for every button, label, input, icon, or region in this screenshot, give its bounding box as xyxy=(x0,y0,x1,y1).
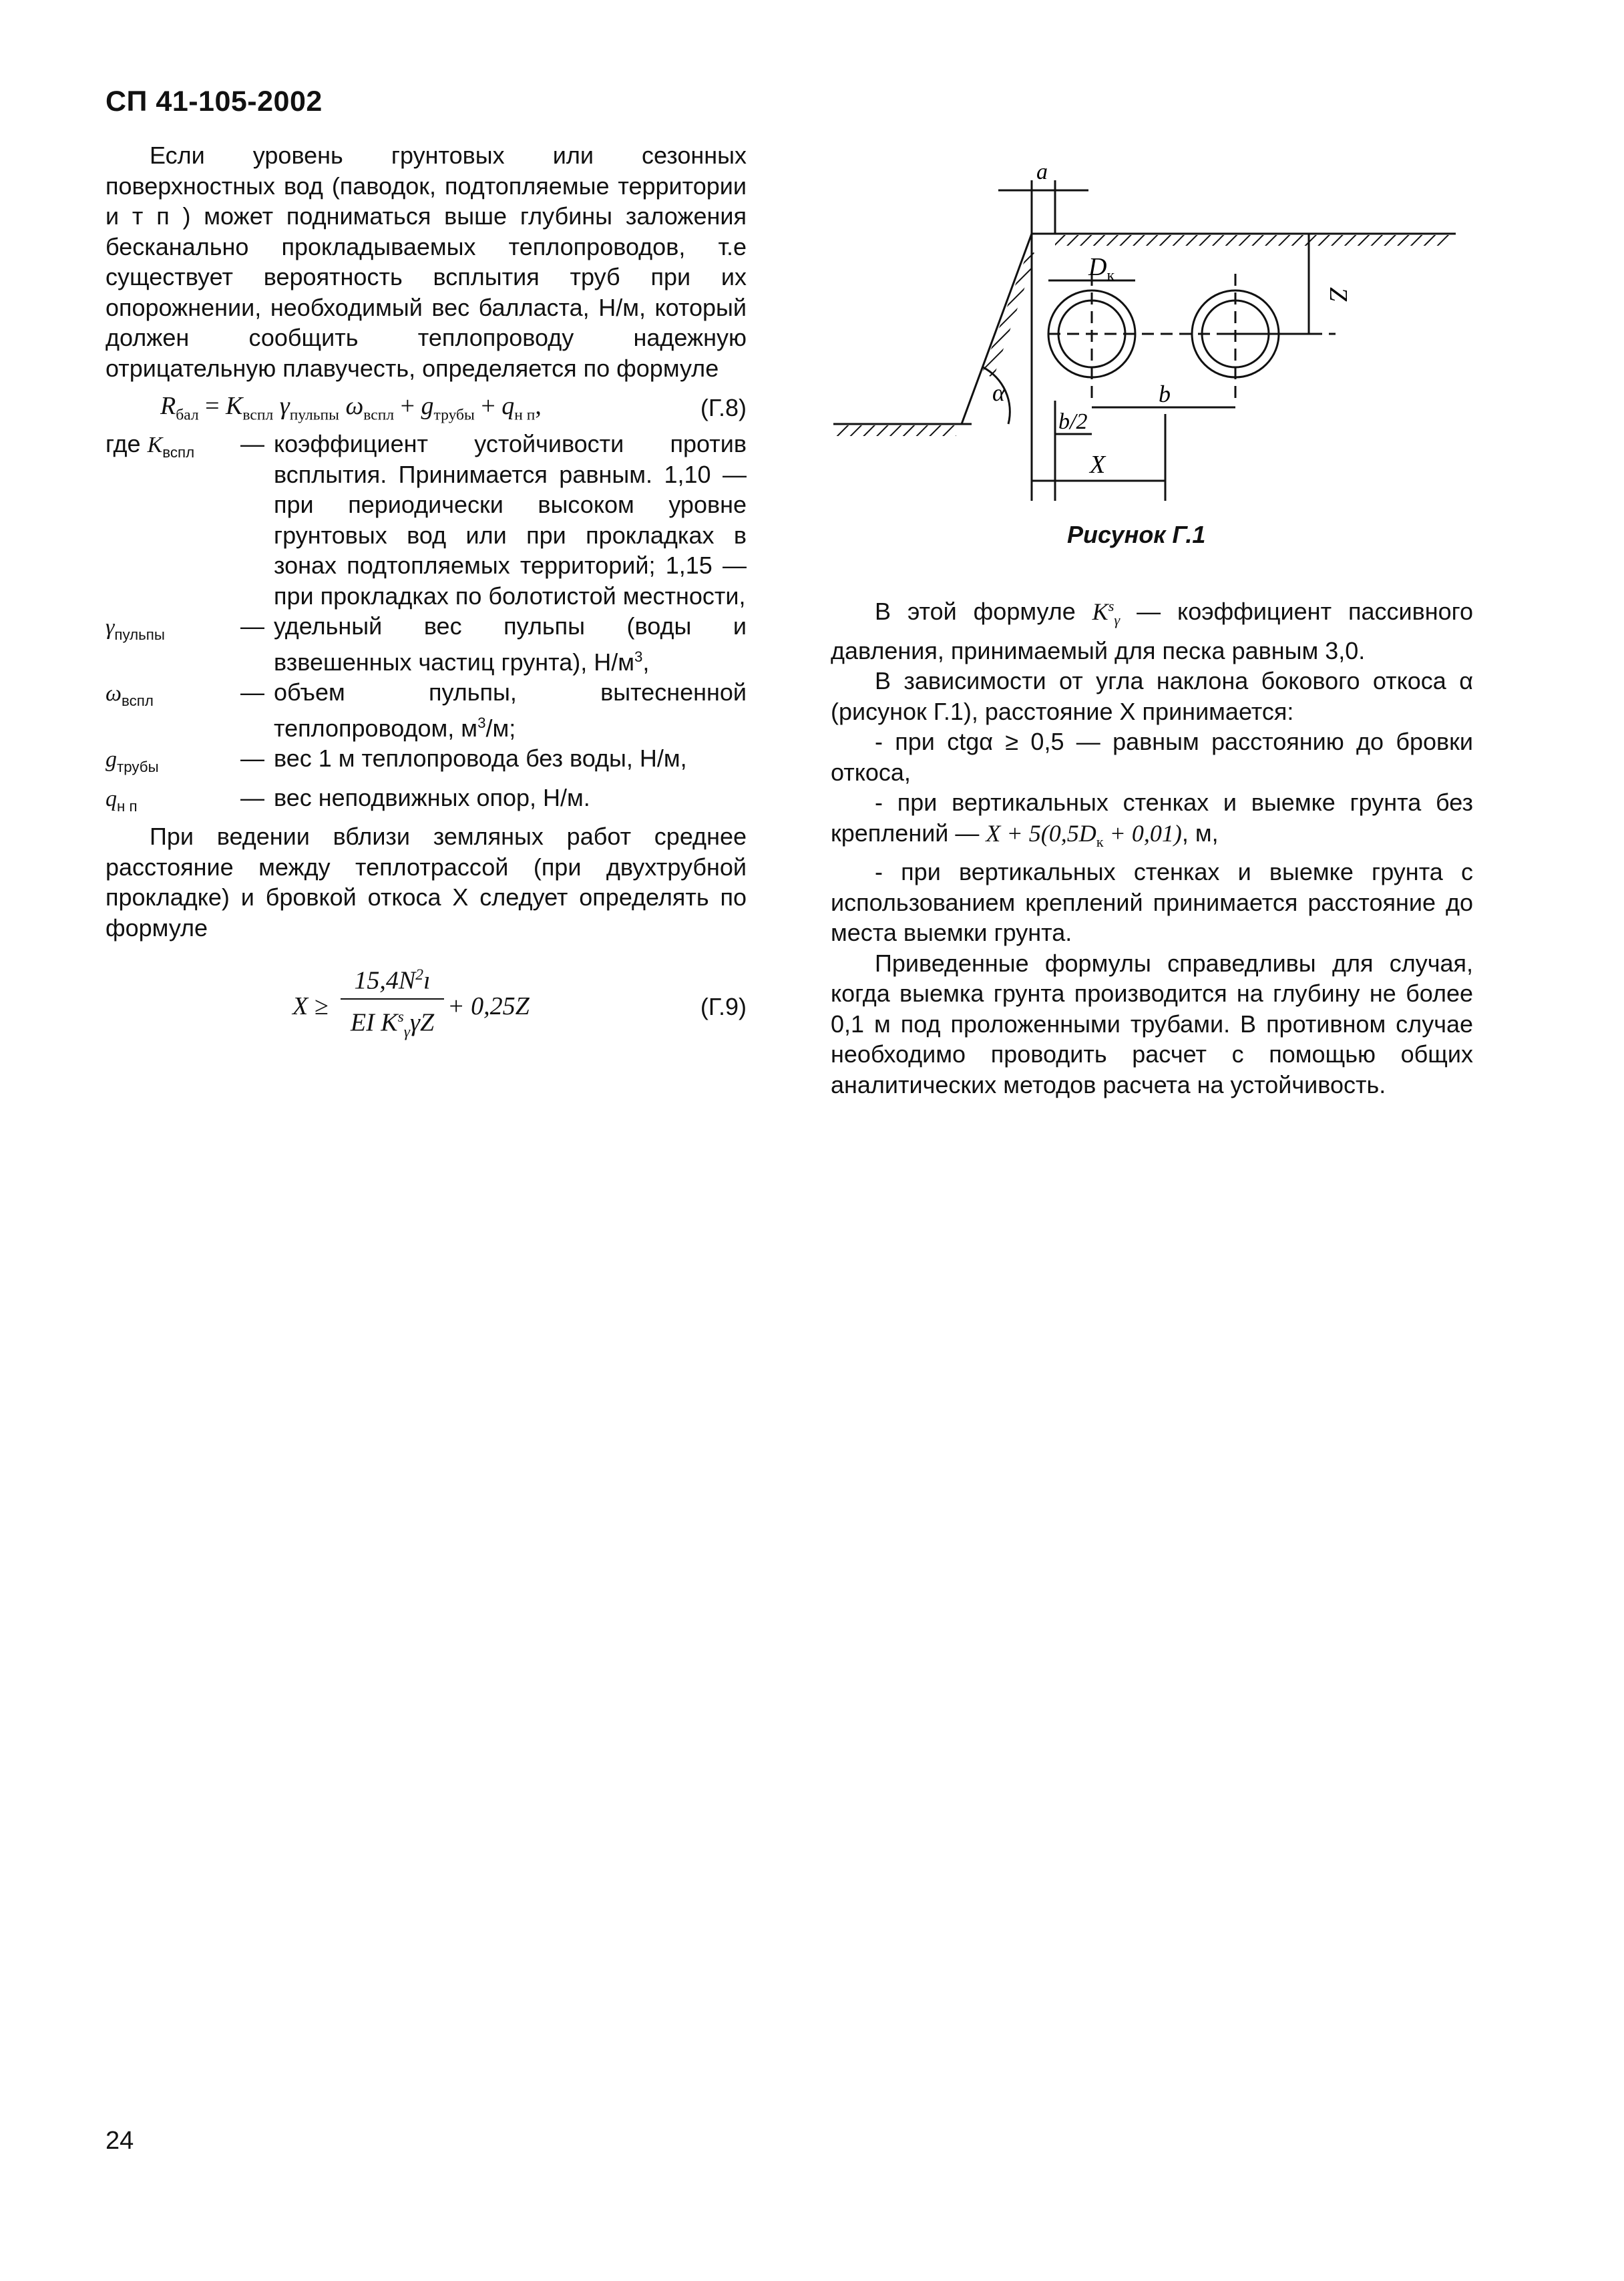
definition-q-np: $q_{н п}$ — вес неподвижных опор, Н/м. xyxy=(106,783,590,815)
ground-hatch-top xyxy=(1055,235,1449,246)
figure-g1-diagram xyxy=(828,154,1469,568)
label-b-half: b/2 xyxy=(1058,409,1088,434)
paragraph-validity: Приведенные формулы справедливы для случая, когда выемка грунта производится на глубину не более 0,1 м под проложенными трубами. В противном случае необходимо проводить расчет с помощью общих аналитических методов расчета на устойчивость. xyxy=(831,949,1473,1098)
formula-g9-rhs: + 0,25Z xyxy=(447,992,530,1021)
where-label: где xyxy=(106,430,141,457)
formula-g8 xyxy=(106,387,747,427)
equation-number-g8: (Г.8) xyxy=(700,394,747,421)
label-b: b xyxy=(1159,381,1171,407)
label-a: a xyxy=(1036,160,1048,184)
page-number: 24 xyxy=(106,2127,134,2155)
label-z: Z xyxy=(1324,287,1352,302)
left-column xyxy=(106,140,747,1055)
equation-number-g9: (Г.9) xyxy=(700,993,747,1021)
slope-hatch xyxy=(982,250,1036,377)
paragraph-excavation-distance: При ведении вблизи земляных работ среднее расстояние между теплотрассой (при двухтрубной прокладке) и бровкой откоса X следует определять по формуле xyxy=(106,823,747,942)
definition-k-vspl: где $K_{вспл}$ — коэффициент устойчивости против всплытия. Принимается равным. 1,10 — при периодически высоком уровне грунтовых вод или при прокладках в зонах подтопляемых территорий; 1,15 — при прокладках по болотистой местности, xyxy=(106,430,747,610)
right-column xyxy=(831,591,1473,1100)
label-dk: $D_к$ xyxy=(1088,253,1115,284)
definition-omega-vspl: $\omega_{вспл}$ — объем пульпы, вытесненной теплопроводом, $м^3/м$; xyxy=(106,678,747,742)
figure-caption: Рисунок Г.1 xyxy=(1067,521,1206,548)
paragraph-vertical-walls-no-support: - при вертикальных стенках и выемке грунта без креплений — $X + 5(0,5D_к + 0,01)$, м, xyxy=(831,789,1473,850)
definition-g-truby: $g_{трубы}$ — вес 1 м теплопровода без воды, Н/м, xyxy=(106,745,687,776)
document-header: СП 41-105-2002 xyxy=(106,85,323,118)
paragraph-ctg-case: - при ctgα ≥ 0,5 — равным расстоянию до бровки откоса, xyxy=(831,728,1473,786)
formula-g9-numerator: $15,4N^2ı$ xyxy=(341,960,444,999)
label-alpha: α xyxy=(992,379,1005,406)
paragraph-vertical-walls-support: - при вертикальных стенках и выемке грунта с использованием креплений принимается расстояние до места выемки грунта. xyxy=(831,858,1473,947)
formula-g9-denominator: EI $K^s_\gamma\gamma Z$ xyxy=(350,1008,435,1040)
paragraph-ballast-intro: Если уровень грунтовых или сезонных поверхностных вод (паводок, подтопляемые территории и т п ) может подниматься выше глубины заложения бесканально прокладываемых теплопроводов, т.е существует вероятность всплытия труб при их опорожнении, необходимый вес балласта, Н/м, который должен сообщить теплопроводу надежную отрицательную плавучесть, определяется по формуле xyxy=(106,142,747,382)
definitions-list xyxy=(106,429,747,821)
label-x: X xyxy=(1090,451,1106,479)
formula-g9-fraction xyxy=(341,960,444,1047)
ground-hatch-bottom xyxy=(836,425,956,436)
formula-g9 xyxy=(106,955,747,1055)
paragraph-slope-angle: В зависимости от угла наклона бокового откоса α (рисунок Г.1), расстояние X принимается: xyxy=(831,667,1473,725)
paragraph-passive-pressure: В этой формуле $K^s_\gamma$ — коэффициент пассивного давления, принимаемый для песка равным 3,0. xyxy=(831,598,1473,664)
definition-gamma-pulpy: $\gamma_{пульпы}$ — удельный вес пульпы (воды и взвешенных частиц грунта), $Н/м^3$, xyxy=(106,612,747,676)
formula-g8-expression: $R_{бал} = K_{вспл}$ $\gamma_{пульпы}$ $\omega_{вспл} + g_{трубы} + q_{н п}$, xyxy=(160,392,542,424)
formula-g9-lhs: X ≥ xyxy=(292,992,329,1021)
